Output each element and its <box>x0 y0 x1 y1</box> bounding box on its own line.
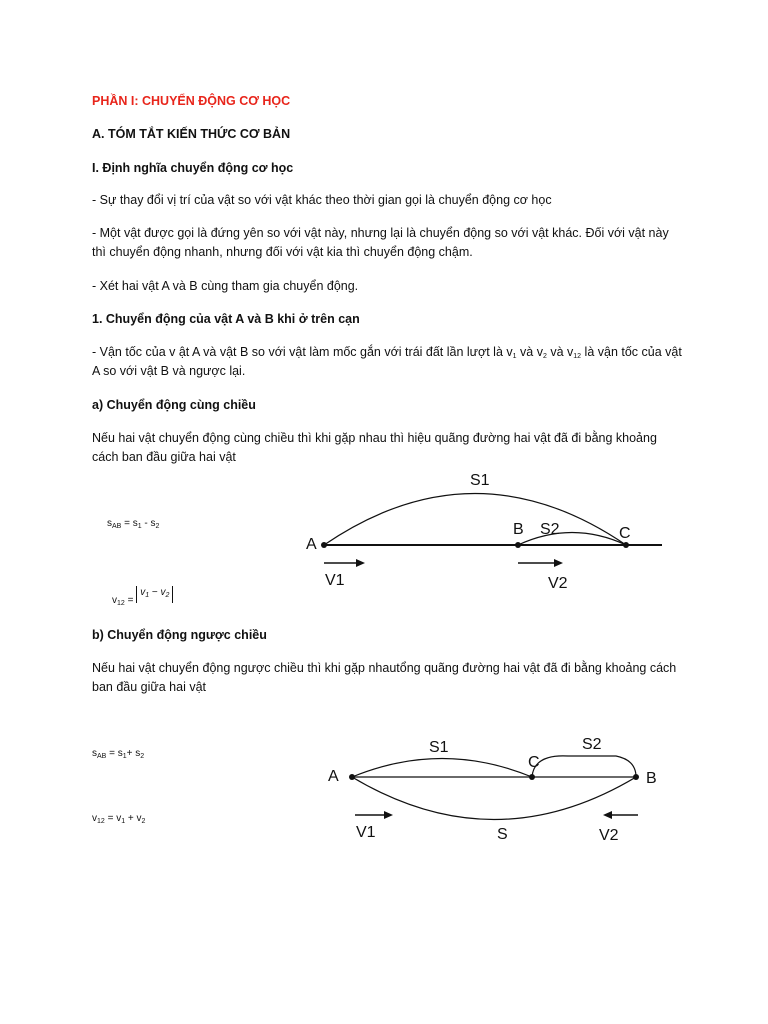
formula-sab-difference: $s_{AB} = s_1 - s_2$ <box>107 518 160 530</box>
label-v1: V1 <box>356 824 376 841</box>
p4-sub-12: 12 <box>573 353 582 360</box>
label-c: C <box>619 525 631 542</box>
p4-post: là vận tốc của vật <box>581 345 682 359</box>
heading-opposite-direction: b) Chuyển động ngược chiều <box>92 628 267 642</box>
point-b <box>515 542 521 548</box>
label-s2: S2 <box>540 521 560 538</box>
label-v1: V1 <box>325 572 345 589</box>
p4-sub-2: 2 <box>542 353 547 360</box>
label-v2: V2 <box>599 827 619 844</box>
point-a <box>349 774 355 780</box>
arc-s1 <box>352 759 532 778</box>
arc-s <box>352 777 636 820</box>
point-a <box>321 542 327 548</box>
point-c <box>529 774 535 780</box>
paragraph-3: - Xét hai vật A và B cùng tham gia chuyển động. <box>92 279 359 293</box>
heading-definition: I. Định nghĩa chuyển động cơ học <box>92 161 294 175</box>
point-b <box>633 774 639 780</box>
arrow-v1-head <box>356 559 365 567</box>
label-b: B <box>513 521 524 538</box>
diagram-opposite-direction <box>320 726 670 848</box>
label-c: C <box>528 754 540 771</box>
p4-mid-2: và v <box>546 345 574 359</box>
paragraph-2-line-2: thì chuyển động nhanh, nhưng đối với vật kia thì chuyển động chậm. <box>92 245 473 259</box>
label-b: B <box>646 770 657 787</box>
paragraph-a-line-2: cách ban đầu giữa hai vật <box>92 450 236 464</box>
arrow-v2-head <box>603 811 612 819</box>
label-a: A <box>328 768 339 785</box>
label-v2: V2 <box>548 575 568 592</box>
label-s2: S2 <box>582 736 602 753</box>
heading-same-direction: a) Chuyển động cùng chiều <box>92 398 256 412</box>
paragraph-2-line-1: - Một vật được gọi là đứng yên so với vật này, nhưng lại là chuyển động so với vật khác. Đối với vật này <box>92 226 669 240</box>
arc-s1 <box>324 494 626 546</box>
paragraph-b-line-1: Nếu hai vật chuyển động ngược chiều thì khi gặp nhautổng quãng đường hai vật đã đi bằng khoảng cách <box>92 661 677 675</box>
p4-mid-1: và v <box>516 345 543 359</box>
section-a-heading: A. TÓM TẮT KIẾN THỨC CƠ BẢN <box>92 127 291 141</box>
arc-s2 <box>532 756 636 777</box>
label-s1: S1 <box>429 739 449 756</box>
paragraph-a-line-1: Nếu hai vật chuyển động cùng chiều thì khi gặp nhau thì hiệu quãng đường hai vật đã đi bằng khoảng <box>92 431 657 445</box>
arrow-v2-head <box>554 559 563 567</box>
formula-v12-abs: $v_{12} = v_1 - v_2$ <box>112 586 173 603</box>
label-s1: S1 <box>470 472 490 489</box>
p4-pre: - Vận tốc của v ật A và vật B so với vật làm mốc gắn với trái đất lần lượt là v <box>92 345 513 359</box>
label-a: A <box>306 536 317 553</box>
paragraph-1: - Sự thay đổi vị trí của vật so với vật khác theo thời gian gọi là chuyển động cơ học <box>92 193 552 207</box>
p4-sub-1: 1 <box>512 353 517 360</box>
paragraph-b-line-2: ban đầu giữa hai vật <box>92 680 207 694</box>
absolute-value-box: $v_1 - v_2$ <box>136 586 173 603</box>
part-title: PHẦN I: CHUYỂN ĐỘNG CƠ HỌC <box>92 94 291 108</box>
arrow-v1-head <box>384 811 393 819</box>
heading-land-motion: 1. Chuyển động của vật A và B khi ở trên cạn <box>92 312 360 326</box>
paragraph-4-line-2: A so với vật B và ngược lại. <box>92 364 246 378</box>
diagram-same-direction <box>290 462 680 597</box>
label-s: S <box>497 826 508 843</box>
point-c <box>623 542 629 548</box>
formula-sab-sum: $s_{AB} = s_1+ s_2$ <box>92 748 145 760</box>
formula-v12-sum: $v_{12} = v_1 + v_2$ <box>92 813 146 825</box>
